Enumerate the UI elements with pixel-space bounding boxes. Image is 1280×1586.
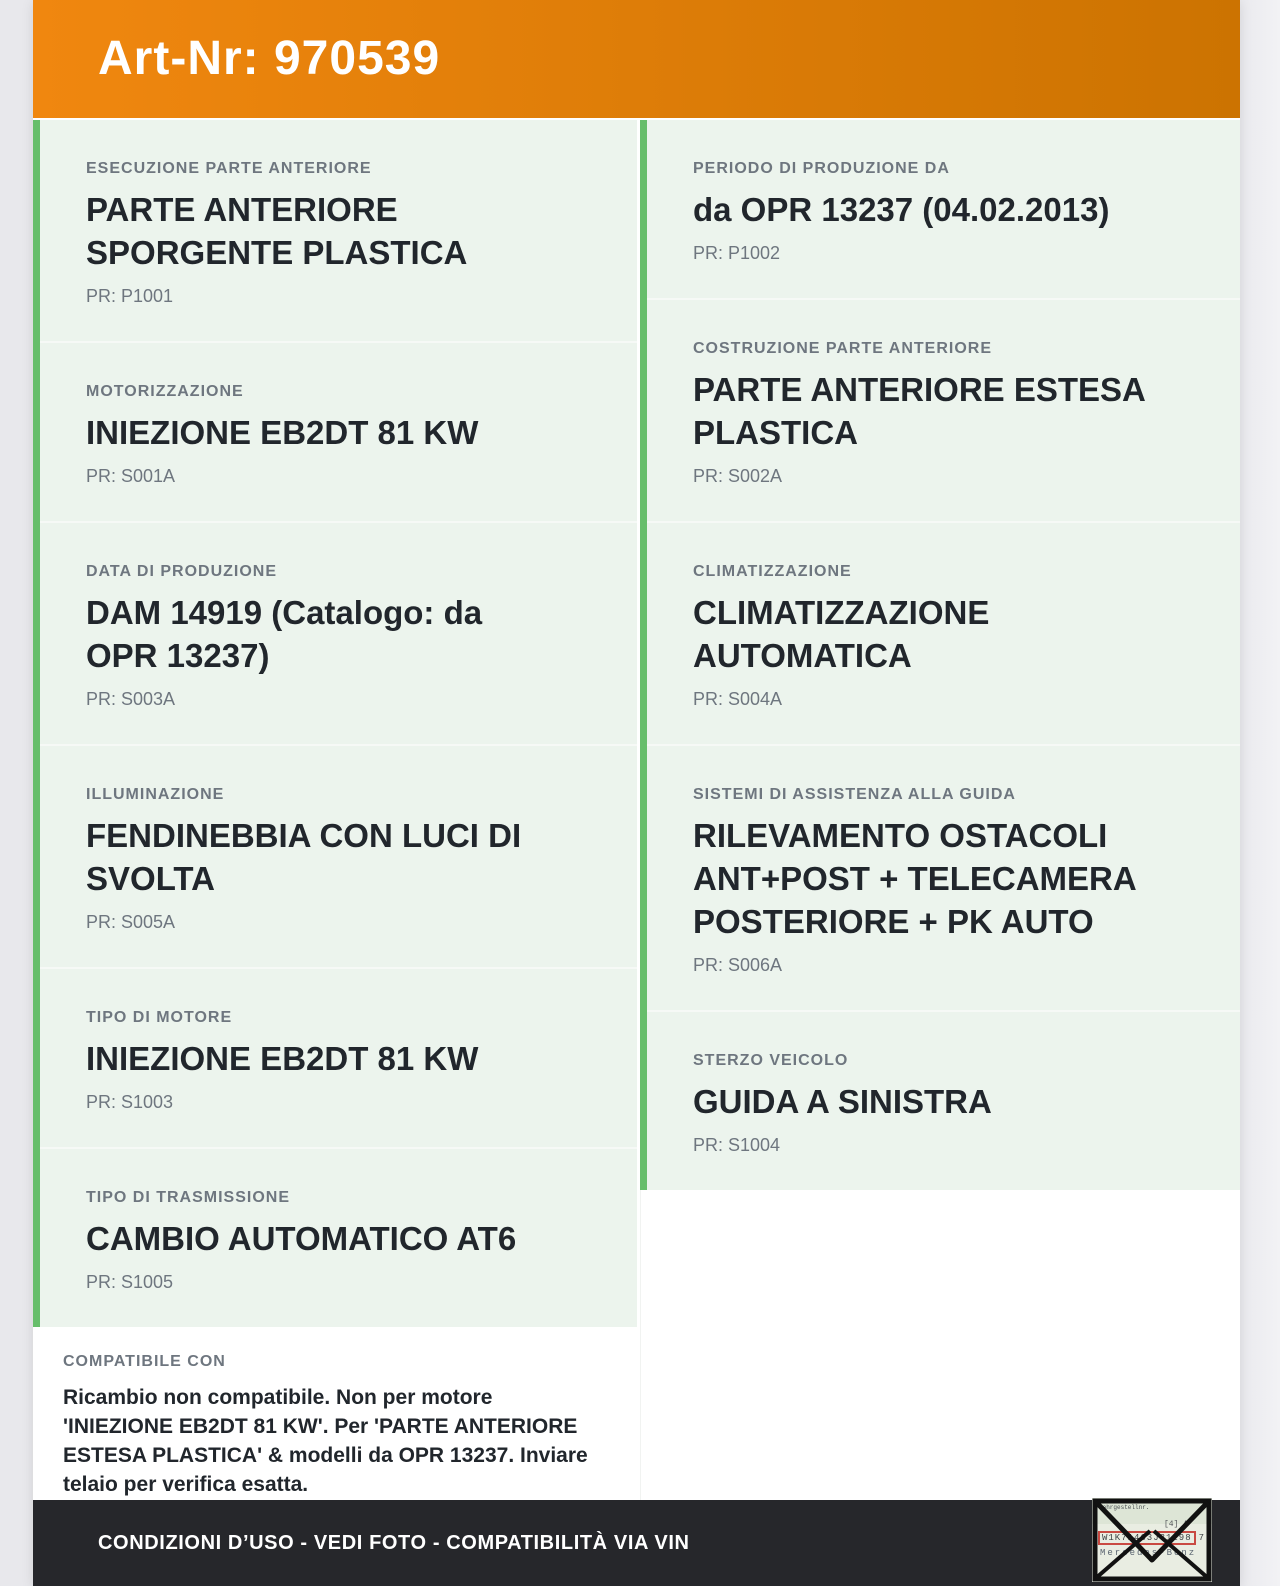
right-column [640, 120, 1240, 1500]
spec-value: FENDINEBBIA CON LUCI DI SVOLTA [86, 817, 522, 897]
spec-pr-code: PR: S006A [693, 955, 783, 975]
spec-card-periodo-di-produzione-da [647, 120, 1240, 298]
compatibility-text: Ricambio non compatibile. Non per motore 'INIEZIONE EB2DT 81 KW'. Per 'PARTE ANTERIORE ESTESA PLASTICA' & modelli da OPR 13237. Inviare telaio per verifica esatta. [63, 1386, 588, 1496]
spec-label: MOTORIZZAZIONE [86, 383, 244, 400]
registration-document-envelope-image [1092, 1498, 1212, 1582]
spec-label: COSTRUZIONE PARTE ANTERIORE [693, 340, 993, 357]
spec-pr-code: PR: P1002 [693, 243, 781, 263]
spec-pr-code: PR: S1003 [86, 1092, 174, 1112]
spec-card-sistemi-di-assistenza [647, 744, 1240, 1010]
spec-pr-code: PR: S1004 [693, 1135, 781, 1155]
spec-card-tipo-di-trasmissione [40, 1147, 637, 1327]
spec-value: PARTE ANTERIORE ESTESA PLASTICA [693, 371, 1145, 451]
spec-label: TIPO DI TRASMISSIONE [86, 1189, 291, 1206]
left-column [33, 120, 637, 1500]
spec-label: DATA DI PRODUZIONE [86, 563, 278, 580]
vin-highlight-box: W1K71463J31298 [1098, 1531, 1196, 1545]
spec-pr-code: PR: S005A [86, 912, 176, 932]
spec-value: INIEZIONE EB2DT 81 KW [86, 414, 479, 451]
compatibility-note [33, 1327, 637, 1519]
spec-pr-code: PR: S003A [86, 689, 176, 709]
spec-value: DAM 14919 (Catalogo: da OPR 13237) [86, 594, 483, 674]
compatibility-label: COMPATIBILE CON [63, 1353, 226, 1370]
document-field-ref: [4] A [1164, 1520, 1189, 1529]
spec-value: CLIMATIZZAZIONE AUTOMATICA [693, 594, 990, 674]
vin-suffix: 7 [1198, 1533, 1205, 1543]
listing-sheet [33, 0, 1240, 1586]
spec-value: RILEVAMENTO OSTACOLI ANT+POST + TELECAMERA POSTERIORE + PK AUTO [693, 817, 1136, 940]
spec-card-illuminazione [40, 744, 637, 967]
spec-label: ILLUMINAZIONE [86, 786, 225, 803]
spec-label: SISTEMI DI ASSISTENZA ALLA GUIDA [693, 786, 1016, 803]
spec-pr-code: PR: S1005 [86, 1272, 174, 1292]
spec-card-climatizzazione [647, 521, 1240, 744]
spec-columns [33, 120, 1240, 1500]
spec-pr-code: PR: S001A [86, 466, 176, 486]
spec-label: ESECUZIONE PARTE ANTERIORE [86, 160, 372, 177]
spec-value: da OPR 13237 (04.02.2013) [693, 191, 1110, 228]
spec-label: STERZO VEICOLO [693, 1052, 849, 1069]
spec-value: GUIDA A SINISTRA [693, 1083, 992, 1120]
envelope-icon [1092, 1498, 1212, 1582]
left-column-cards [33, 120, 637, 1327]
vehicle-brand-text: Mercedes-Benz [1100, 1548, 1197, 1558]
spec-card-sterzo-veicolo [647, 1010, 1240, 1190]
spec-card-data-di-produzione [40, 521, 637, 744]
spec-value: INIEZIONE EB2DT 81 KW [86, 1040, 479, 1077]
footer-conditions-text: CONDIZIONI D’USO - VEDI FOTO - COMPATIBILITÀ VIA VIN [98, 1531, 690, 1554]
spec-label: TIPO DI MOTORE [86, 1009, 233, 1026]
spec-card-costruzione-parte-anteriore [647, 298, 1240, 521]
spec-pr-code: PR: P1001 [86, 286, 174, 306]
spec-label: PERIODO DI PRODUZIONE DA [693, 160, 950, 177]
spec-card-motorizzazione [40, 341, 637, 521]
empty-panel [640, 1190, 1240, 1500]
document-header-text: Fahrgestellnr. [1099, 1504, 1150, 1511]
right-column-cards [640, 120, 1240, 1190]
spec-card-esecuzione-parte-anteriore [40, 120, 637, 341]
header-banner [33, 0, 1240, 118]
article-number-title: Art-Nr: 970539 [98, 32, 441, 85]
spec-pr-code: PR: S002A [693, 466, 783, 486]
footer-bar [33, 1500, 1240, 1586]
spec-label: CLIMATIZZAZIONE [693, 563, 852, 580]
spec-pr-code: PR: S004A [693, 689, 783, 709]
spec-value: CAMBIO AUTOMATICO AT6 [86, 1220, 517, 1257]
spec-value: PARTE ANTERIORE SPORGENTE PLASTICA [86, 191, 468, 271]
spec-card-tipo-di-motore [40, 967, 637, 1147]
